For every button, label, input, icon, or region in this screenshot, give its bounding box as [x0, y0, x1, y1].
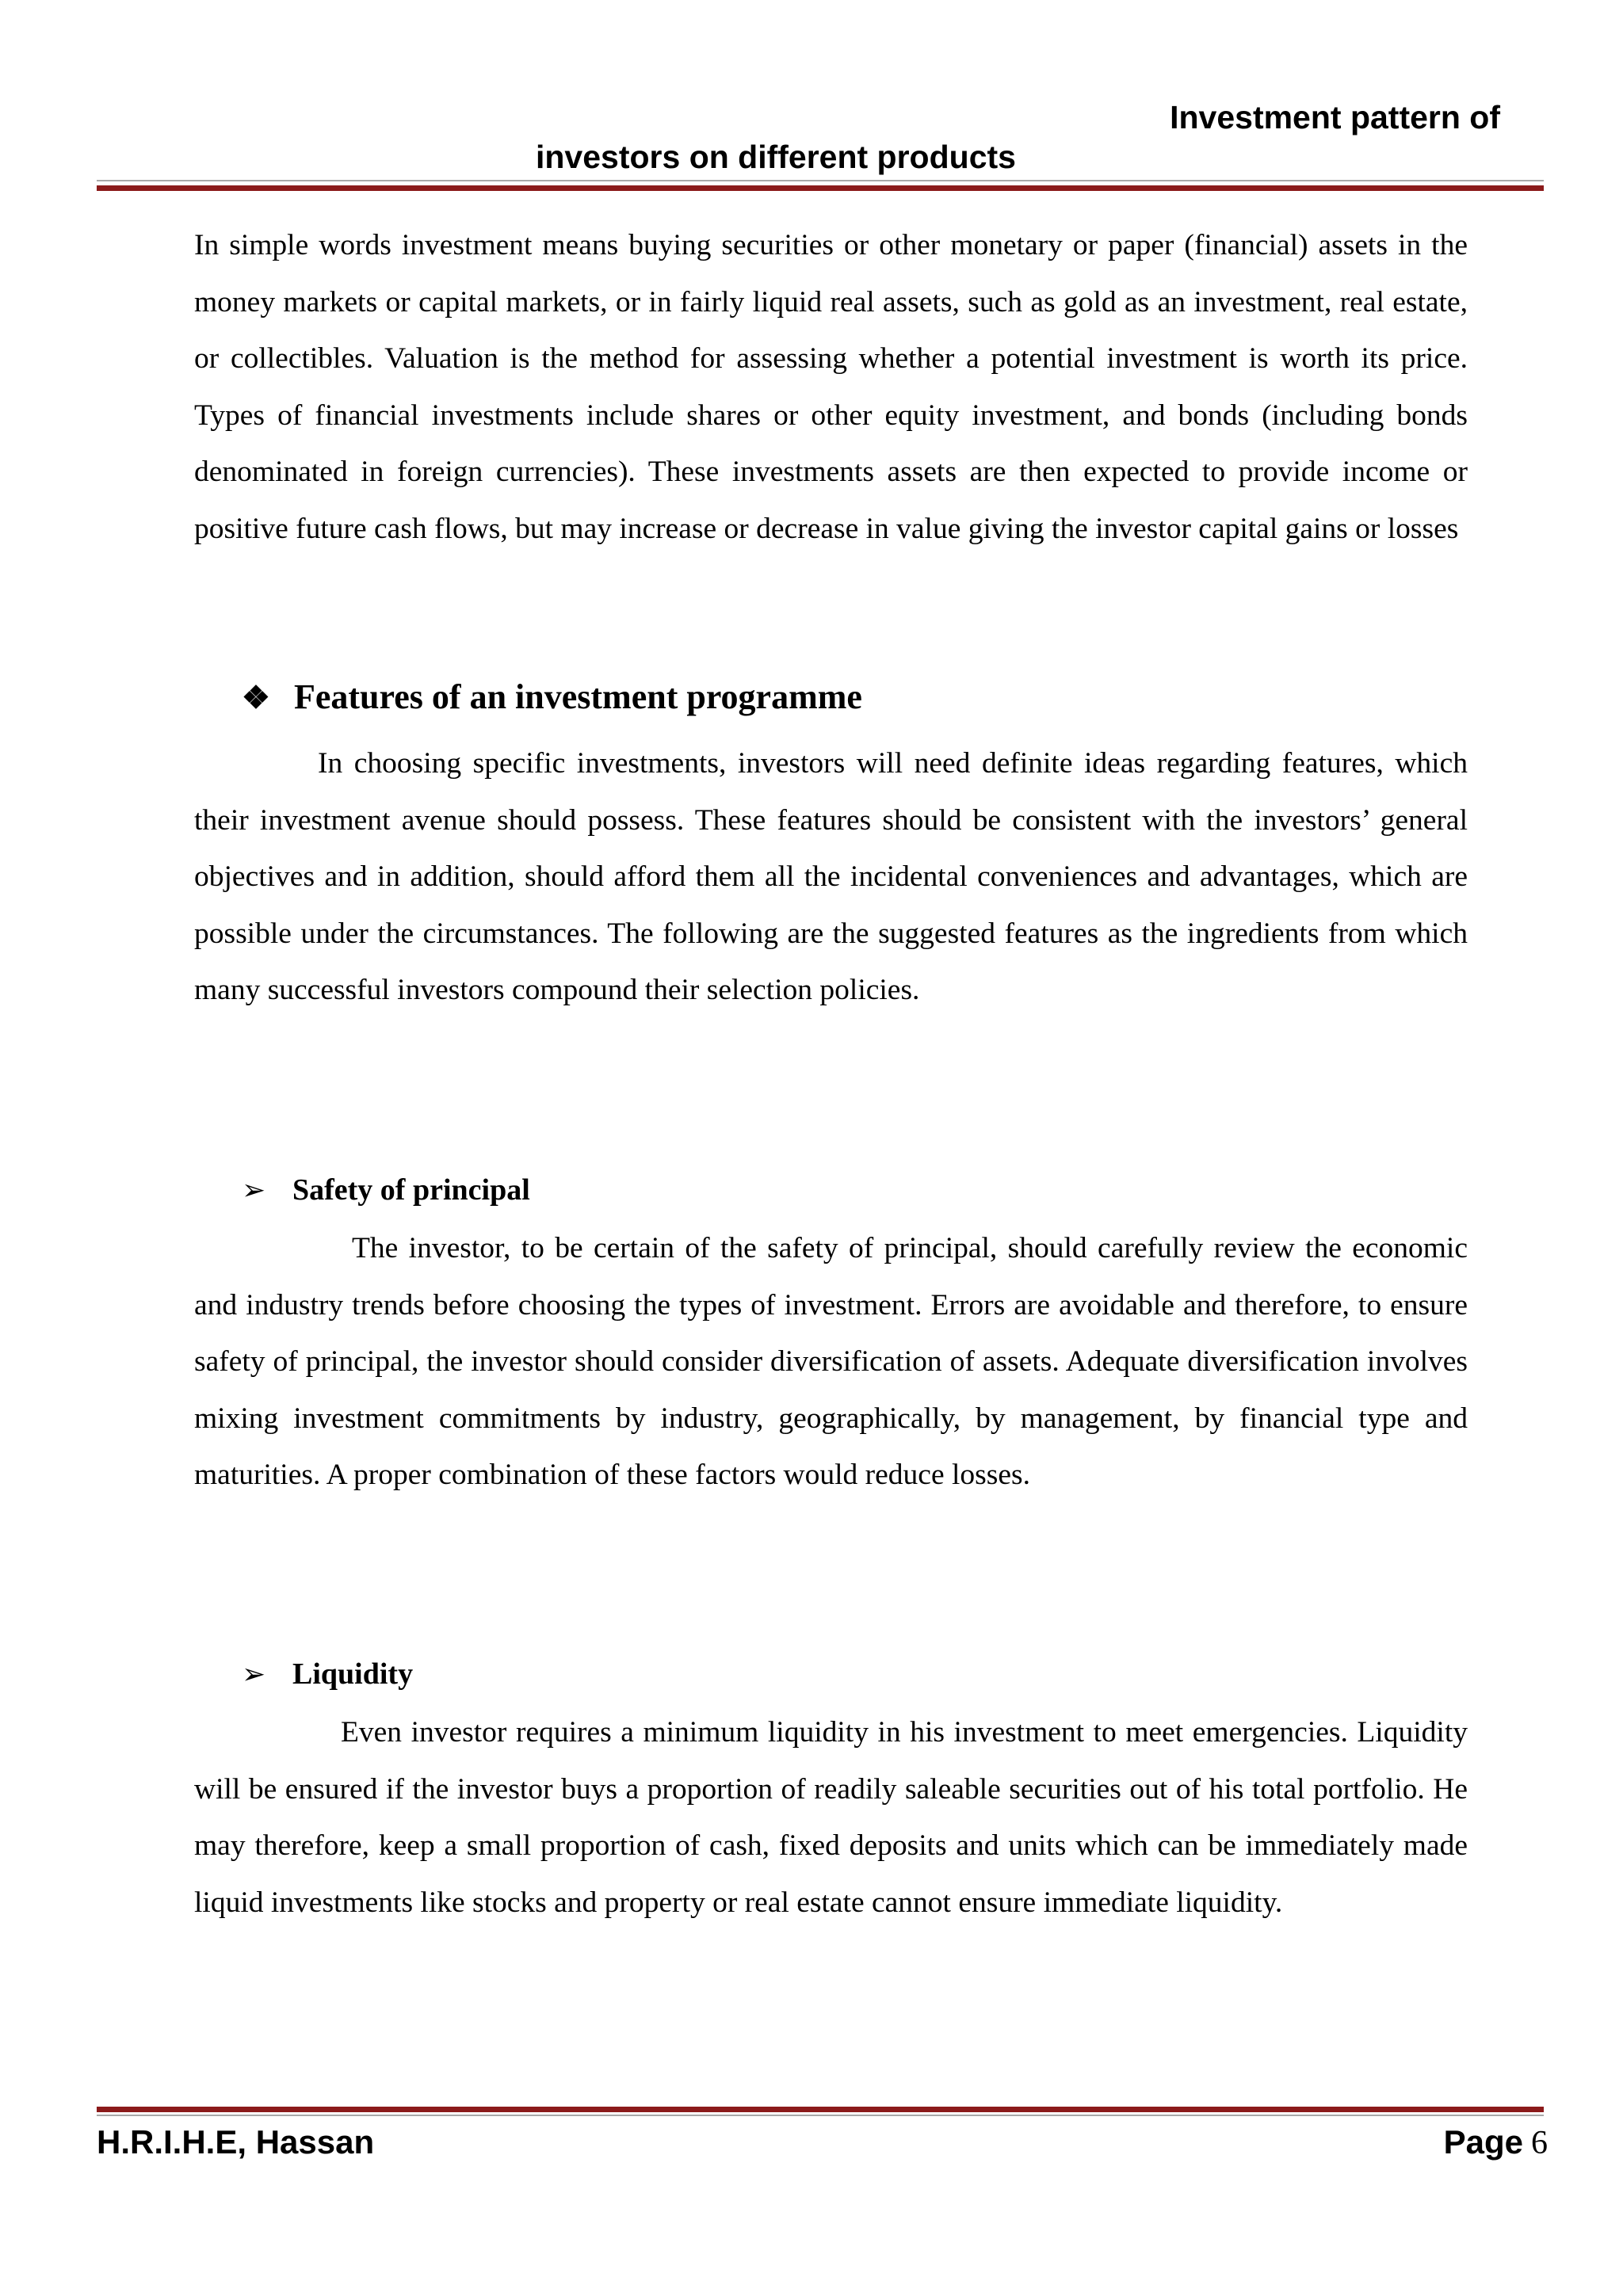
features-heading-text: Features of an investment programme	[294, 677, 862, 716]
liquidity-heading	[242, 1652, 413, 1696]
safety-section	[194, 1220, 1468, 1504]
footer-institution: H.R.I.H.E, Hassan	[97, 2123, 375, 2161]
safety-paragraph	[194, 1220, 1468, 1504]
liquidity-paragraph-text: Even investor requires a minimum liquidity in his investment to meet emergencies. Liquidity will be ensured if the investor buys a proportion of readily saleable securities out of his total portfolio. He may therefore, keep a small proportion of cash, fixed deposits and units which can be immediately made liquid investments like stocks and property or real estate cannot ensure immediate liquidity.	[194, 1716, 1468, 1919]
features-section	[194, 735, 1468, 1019]
header-divider-thick	[97, 185, 1544, 191]
safety-heading	[242, 1168, 530, 1212]
arrowhead-bullet-icon: ➢	[242, 1658, 266, 1690]
header-title-line2: investors on different products	[536, 139, 1016, 175]
footer-divider-thin	[97, 2115, 1544, 2116]
footer-page-indicator	[1444, 2120, 1548, 2172]
intro-paragraph: In simple words investment means buying securities or other monetary or paper (financial) assets in the money markets or capital markets, or in fairly liquid real assets, such as gold as an investment, real estate, or collectibles. Valuation is the method for assessing whether a potential investment is worth its price. Types of financial investments include shares or other equity investment, and bonds (including bonds denominated in foreign currencies). These investments assets are then expected to provide income or positive future cash flows, but may increase or decrease in value giving the investor capital gains or losses	[194, 229, 1468, 545]
footer-divider-thick	[97, 2107, 1544, 2112]
features-heading	[242, 673, 862, 722]
header-divider-thin	[97, 180, 1544, 181]
safety-heading-text: Safety of principal	[292, 1173, 530, 1207]
liquidity-section	[194, 1704, 1468, 1931]
liquidity-heading-text: Liquidity	[292, 1657, 414, 1691]
safety-paragraph-text: The investor, to be certain of the safety of principal, should carefully review the economic and industry trends before choosing the types of investment. Errors are avoidable and therefore, to ensure safety of principal, the investor should consider diversification of assets. Adequate diversification involves mixing investment commitments by industry, geographically, by management, by financial type and maturities. A proper combination of these factors would reduce losses.	[194, 1232, 1468, 1491]
intro-section	[194, 217, 1468, 557]
page-number: 6	[1531, 2125, 1548, 2161]
four-diamond-bullet-icon: ❖	[242, 680, 270, 715]
liquidity-paragraph	[194, 1704, 1468, 1931]
arrowhead-bullet-icon: ➢	[242, 1174, 266, 1206]
features-paragraph-text: In choosing specific investments, investors will need definite ideas regarding features, which their investment avenue should possess. These features should be consistent with the investors’ general objectives and in addition, should afford them all the incidental conveniences and advantages, which are possible under the circumstances. The following are the suggested features as the ingredients from which many successful investors compound their selection policies.	[194, 747, 1468, 1006]
header-title-line1: Investment pattern of	[1170, 99, 1500, 135]
features-paragraph	[194, 735, 1468, 1019]
page-label: Page	[1443, 2123, 1523, 2161]
